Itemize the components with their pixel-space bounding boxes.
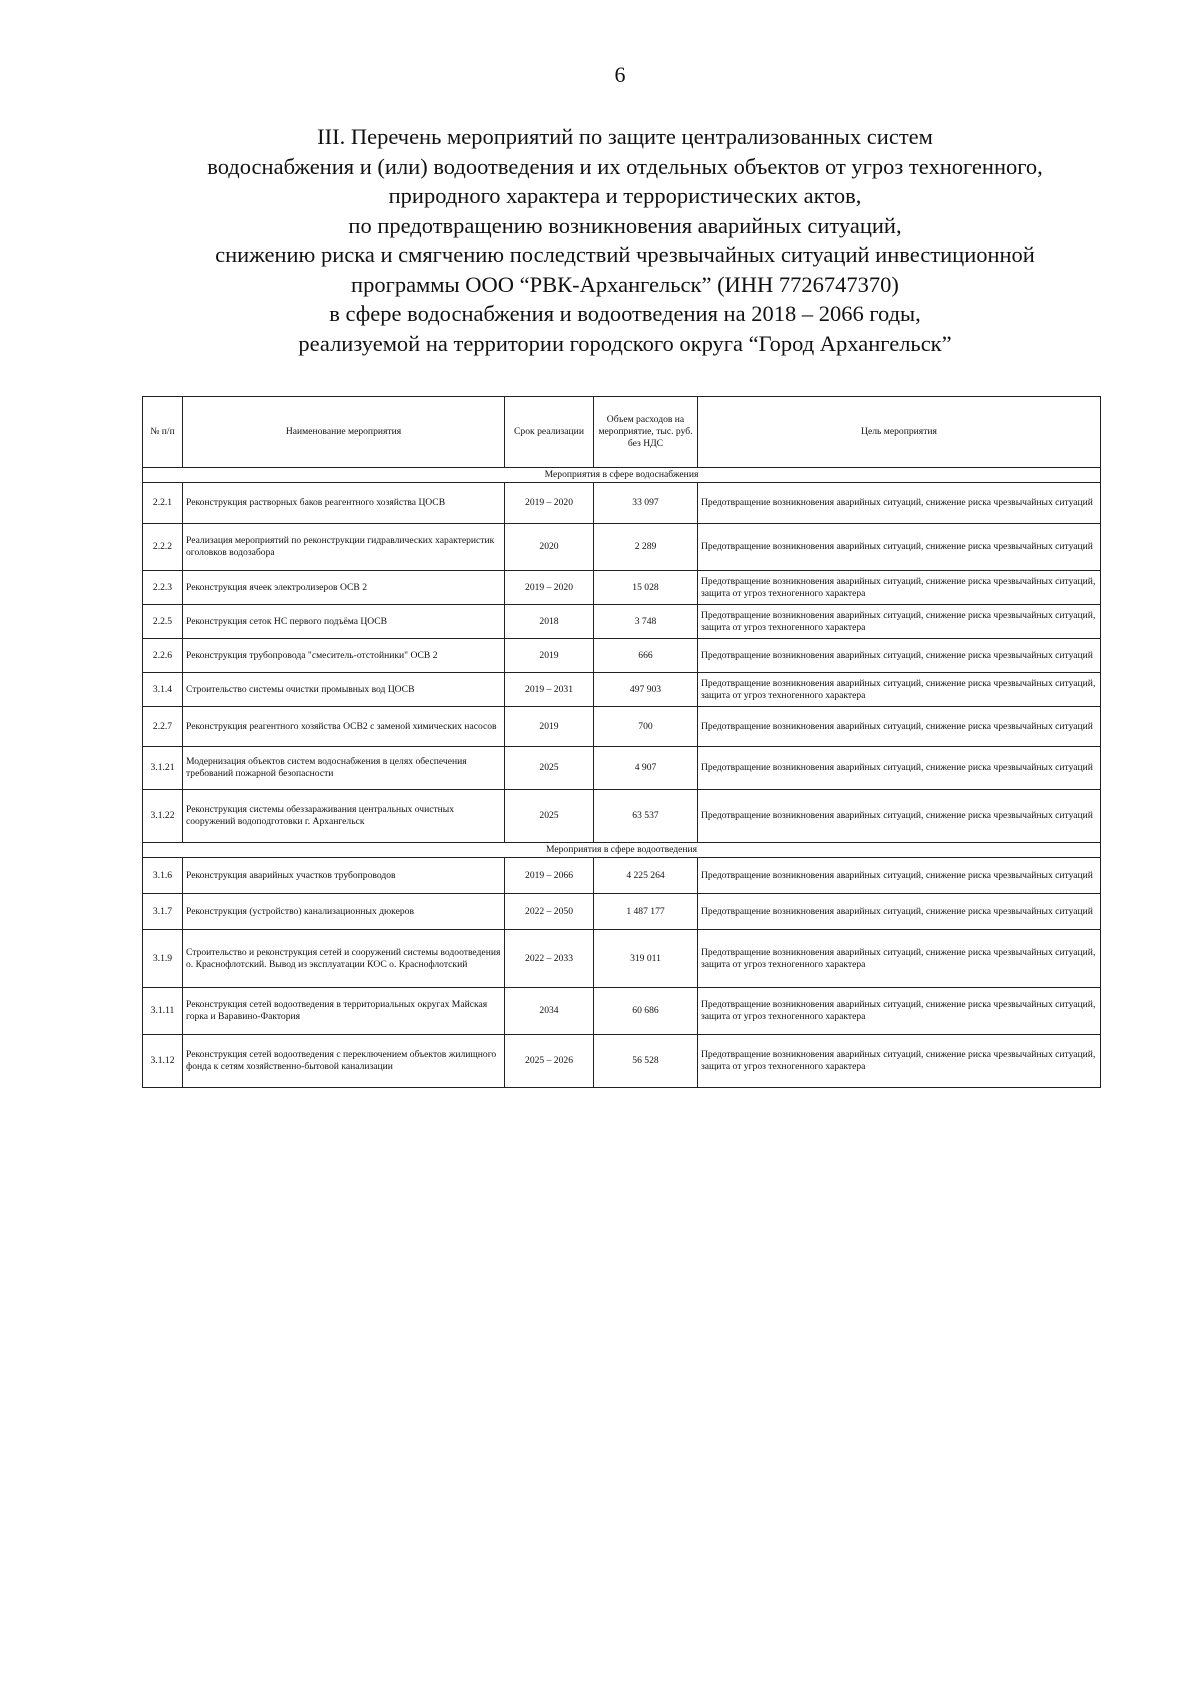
cell-term: 2019 [505,707,594,747]
table-row [143,988,1101,1035]
cell-cost: 56 528 [594,1035,698,1088]
cell-term: 2025 [505,747,594,790]
cell-name: Реконструкция (устройство) канализационных дюкеров [183,894,505,930]
table-row [143,571,1101,605]
cell-cost: 700 [594,707,698,747]
cell-term: 2034 [505,988,594,1035]
header-cost: Объем расходов на мероприятие, тыс. руб. без НДС [594,397,698,468]
section-title: Мероприятия в сфере водоотведения [143,843,1101,858]
table-row [143,605,1101,639]
cell-num: 2.2.3 [143,571,183,605]
cell-term: 2025 [505,790,594,843]
header-term: Срок реализации [505,397,594,468]
cell-cost: 3 748 [594,605,698,639]
heading-line: водоснабжения и (или) водоотведения и их отдельных объектов от угроз техногенного, [207,153,1043,179]
cell-goal: Предотвращение возникновения аварийных ситуаций, снижение риска чрезвычайных ситуаций, защита от угроз техногенного характера [698,605,1101,639]
cell-cost: 1 487 177 [594,894,698,930]
cell-cost: 497 903 [594,673,698,707]
cell-name: Реконструкция сеток НС первого подъёма ЦОСВ [183,605,505,639]
cell-goal: Предотвращение возникновения аварийных ситуаций, снижение риска чрезвычайных ситуаций [698,858,1101,894]
cell-term: 2019 – 2020 [505,571,594,605]
cell-term: 2020 [505,524,594,571]
cell-num: 2.2.2 [143,524,183,571]
cell-cost: 4 225 264 [594,858,698,894]
cell-name: Реконструкция растворных баков реагентного хозяйства ЦОСВ [183,483,505,524]
cell-num: 3.1.4 [143,673,183,707]
cell-cost: 666 [594,639,698,673]
cell-cost: 15 028 [594,571,698,605]
cell-cost: 2 289 [594,524,698,571]
cell-goal: Предотвращение возникновения аварийных ситуаций, снижение риска чрезвычайных ситуаций [698,707,1101,747]
table-row [143,524,1101,571]
cell-num: 2.2.6 [143,639,183,673]
measures-table [142,396,1101,1088]
heading-line: природного характера и террористических актов, [388,183,862,208]
cell-term: 2025 – 2026 [505,1035,594,1088]
cell-goal: Предотвращение возникновения аварийных ситуаций, снижение риска чрезвычайных ситуаций [698,483,1101,524]
cell-term: 2019 – 2066 [505,858,594,894]
heading-line: снижению риска и смягчению последствий чрезвычайных ситуаций инвестиционной [215,242,1035,267]
table-row [143,639,1101,673]
cell-num: 3.1.7 [143,894,183,930]
cell-cost: 63 537 [594,790,698,843]
cell-cost: 60 686 [594,988,698,1035]
cell-num: 2.2.7 [143,707,183,747]
cell-name: Реконструкция сетей водоотведения в территориальных округах Майская горка и Варавино-Фактория [183,988,505,1035]
section-row [143,468,1101,483]
table-row [143,707,1101,747]
cell-term: 2022 – 2050 [505,894,594,930]
heading-line: в сфере водоснабжения и водоотведения на 2018 – 2066 годы, [329,301,921,326]
table-row [143,483,1101,524]
header-goal: Цель мероприятия [698,397,1101,468]
cell-name: Реконструкция трубопровода "смеситель-отстойники" ОСВ 2 [183,639,505,673]
section-title: Мероприятия в сфере водоснабжения [143,468,1101,483]
cell-goal: Предотвращение возникновения аварийных ситуаций, снижение риска чрезвычайных ситуаций [698,790,1101,843]
cell-term: 2019 [505,639,594,673]
cell-name: Реконструкция аварийных участков трубопроводов [183,858,505,894]
cell-name: Строительство системы очистки промывных вод ЦОСВ [183,673,505,707]
cell-goal: Предотвращение возникновения аварийных ситуаций, снижение риска чрезвычайных ситуаций [698,639,1101,673]
heading-line: реализуемой на территории городского округа “Город Архангельск” [298,330,952,356]
table-row [143,747,1101,790]
table-row [143,790,1101,843]
cell-num: 2.2.1 [143,483,183,524]
cell-name: Реконструкция ячеек электролизеров ОСВ 2 [183,571,505,605]
header-name: Наименование мероприятия [183,397,505,468]
cell-goal: Предотвращение возникновения аварийных ситуаций, снижение риска чрезвычайных ситуаций, защита от угроз техногенного характера [698,988,1101,1035]
section-row [143,843,1101,858]
table-row [143,894,1101,930]
table-row [143,858,1101,894]
document-heading [125,122,1125,358]
table-body [143,468,1101,1088]
cell-goal: Предотвращение возникновения аварийных ситуаций, снижение риска чрезвычайных ситуаций [698,524,1101,571]
cell-term: 2022 – 2033 [505,930,594,988]
heading-line: программы ООО “РВК-Архангельск” (ИНН 7726747370) [351,271,899,297]
cell-num: 3.1.9 [143,930,183,988]
table-row [143,930,1101,988]
table-header-row [143,397,1101,468]
heading-line: по предотвращению возникновения аварийных ситуаций, [348,212,902,238]
cell-goal: Предотвращение возникновения аварийных ситуаций, снижение риска чрезвычайных ситуаций [698,747,1101,790]
cell-goal: Предотвращение возникновения аварийных ситуаций, снижение риска чрезвычайных ситуаций, защита от угроз техногенного характера [698,930,1101,988]
cell-num: 3.1.11 [143,988,183,1035]
cell-cost: 33 097 [594,483,698,524]
cell-num: 2.2.5 [143,605,183,639]
cell-num: 3.1.21 [143,747,183,790]
cell-name: Реконструкция сетей водоотведения с переключением объектов жилищного фонда к сетям хозяйственно-бытовой канализации [183,1035,505,1088]
cell-name: Модернизация объектов систем водоснабжения в целях обеспечения требований пожарной безопасности [183,747,505,790]
cell-goal: Предотвращение возникновения аварийных ситуаций, снижение риска чрезвычайных ситуаций, защита от угроз техногенного характера [698,571,1101,605]
cell-num: 3.1.22 [143,790,183,843]
table-row [143,673,1101,707]
cell-name: Реализация мероприятий по реконструкции гидравлических характеристик оголовков водозабора [183,524,505,571]
page-number: 6 [614,62,626,87]
cell-num: 3.1.12 [143,1035,183,1088]
cell-term: 2019 – 2020 [505,483,594,524]
cell-goal: Предотвращение возникновения аварийных ситуаций, снижение риска чрезвычайных ситуаций, защита от угроз техногенного характера [698,1035,1101,1088]
cell-cost: 319 011 [594,930,698,988]
header-num: № п/п [143,397,183,468]
cell-name: Реконструкция системы обеззараживания центральных очистных сооружений водоподготовки г. Архангельск [183,790,505,843]
cell-num: 3.1.6 [143,858,183,894]
cell-term: 2018 [505,605,594,639]
cell-term: 2019 – 2031 [505,673,594,707]
cell-name: Строительство и реконструкция сетей и сооружений системы водоотведения о. Краснофлотский. Вывод из эксплуатации КОС о. Краснофлотский [183,930,505,988]
table-row [143,1035,1101,1088]
cell-name: Реконструкция реагентного хозяйства ОСВ2 с заменой химических насосов [183,707,505,747]
heading-line: III. Перечень мероприятий по защите централизованных систем [317,124,933,149]
cell-goal: Предотвращение возникновения аварийных ситуаций, снижение риска чрезвычайных ситуаций [698,894,1101,930]
cell-goal: Предотвращение возникновения аварийных ситуаций, снижение риска чрезвычайных ситуаций, защита от угроз техногенного характера [698,673,1101,707]
cell-cost: 4 907 [594,747,698,790]
